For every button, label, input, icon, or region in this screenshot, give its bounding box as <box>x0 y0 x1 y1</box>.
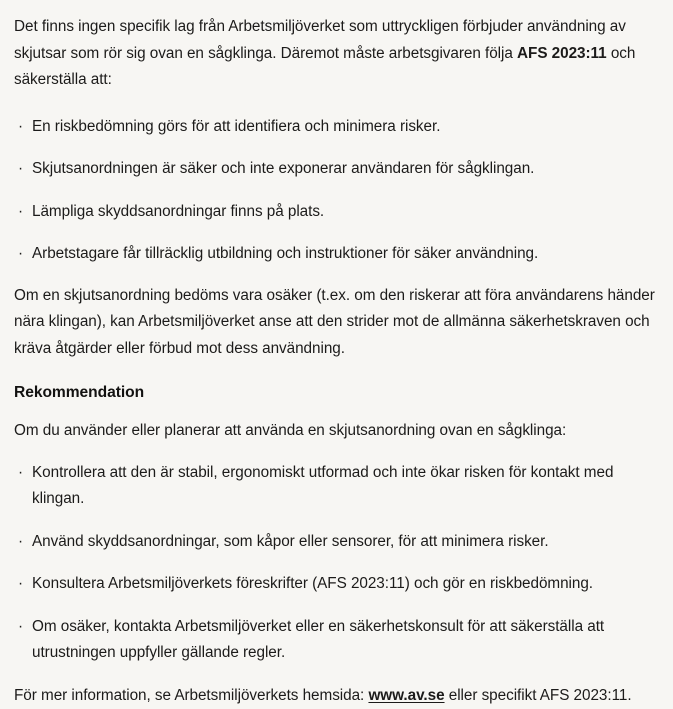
list-item-label: Använd skyddsanordningar, som kåpor eller sensorer, för att minimera risker. <box>32 533 549 550</box>
bullet-icon: · <box>18 156 23 183</box>
footer-text-before-link: För mer information, se Arbetsmiljöverkets hemsida: <box>14 687 368 704</box>
list-item-label: Om osäker, kontakta Arbetsmiljöverket eller en säkerhetskonsult för att säkerställa att utrustningen uppfyller gällande regler. <box>32 618 604 662</box>
list-item-label: Skjutsanordningen är säker och inte exponerar användaren för sågklingan. <box>32 160 534 177</box>
bullet-icon: · <box>18 614 23 641</box>
assessment-paragraph: Om en skjutsanordning bedöms vara osäker (t.ex. om den riskerar att föra användarens händer nära klingan), kan Arbetsmiljöverket anse att den strider mot de allmänna säkerhetskraven och kräva åtgärder eller förbud mot dess användning. <box>14 283 665 363</box>
list-item <box>14 156 665 183</box>
list-item <box>14 241 665 268</box>
list-item <box>14 460 665 513</box>
list-item <box>14 114 665 141</box>
recommendation-intro-paragraph: Om du använder eller planerar att använda en skjutsanordning ovan en sågklinga: <box>14 418 665 445</box>
bullet-icon: · <box>18 571 23 598</box>
intro-paragraph <box>14 14 665 94</box>
list-item-label: En riskbedömning görs för att identifiera och minimera risker. <box>32 118 440 135</box>
list-item-label: Arbetstagare får tillräcklig utbildning och instruktioner för säker användning. <box>32 245 538 262</box>
list-item <box>14 614 665 667</box>
bullet-icon: · <box>18 460 23 487</box>
list-item <box>14 199 665 226</box>
list-item <box>14 529 665 556</box>
recommendations-list <box>14 460 665 667</box>
list-item-label: Konsultera Arbetsmiljöverkets föreskrifter (AFS 2023:11) och gör en riskbedömning. <box>32 575 593 592</box>
footer-text-after-link: eller specifikt AFS 2023:11. <box>445 687 632 704</box>
bullet-icon: · <box>18 114 23 141</box>
regulation-code-afs: AFS 2023:11 <box>517 45 607 62</box>
list-item <box>14 571 665 598</box>
bullet-icon: · <box>18 199 23 226</box>
list-item-label: Lämpliga skyddsanordningar finns på plats. <box>32 203 324 220</box>
intro-text-after-regulation: och säkerställa att: <box>14 45 635 89</box>
footer-paragraph <box>14 683 665 709</box>
bullet-icon: · <box>18 529 23 556</box>
bullet-icon: · <box>18 241 23 268</box>
list-item-label: Kontrollera att den är stabil, ergonomiskt utformad och inte ökar risken för kontakt med klingan. <box>32 464 613 508</box>
intro-text-before-regulation: Det finns ingen specifik lag från Arbetsmiljöverket som uttryckligen förbjuder användning av skjutsar som rör sig ovan en sågklinga. Däremot måste arbetsgivaren följa <box>14 18 626 62</box>
recommendation-heading: Rekommendation <box>14 380 665 406</box>
arbetsmiljoverket-website-link[interactable]: www.av.se <box>368 687 444 704</box>
requirements-list <box>14 114 665 268</box>
